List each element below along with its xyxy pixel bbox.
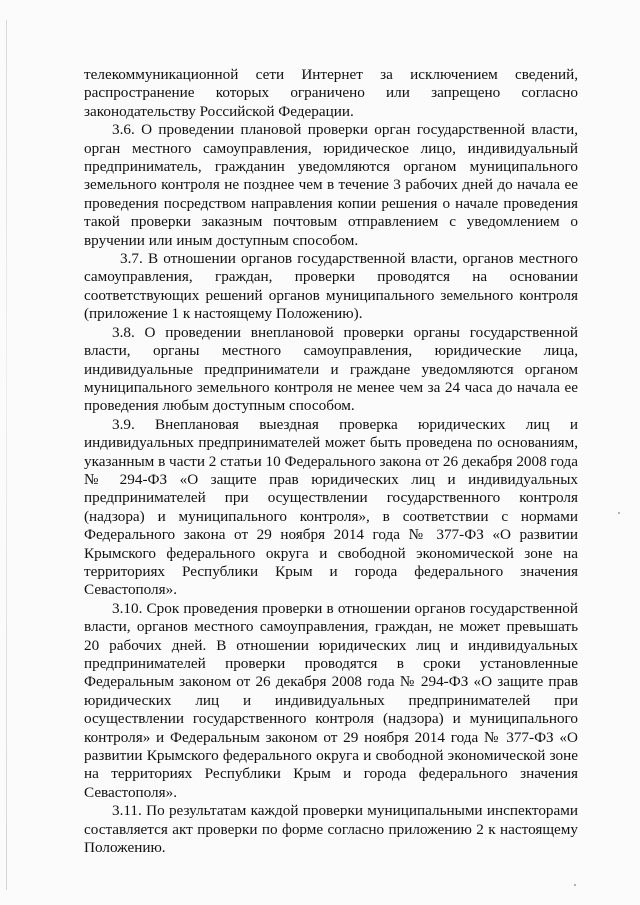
document-body — [84, 66, 578, 857]
scan-speck — [618, 512, 620, 514]
paragraph-3-10: 3.10. Срок проведения проверки в отношении органов государственной власти, органов местного самоуправления, граждан, не может превышать 20 рабочих дней. В отношении юридических лиц и индивидуальных предпринимателей проверки проводятся в сроки установленные Федеральным законом от 26 декабря 2008 года № 294-ФЗ «О защите прав юридических лиц и индивидуальных предпринимателей при осуществлении государственного контроля (надзора) и муниципального контроля» и Федеральным законом от 29 ноября 2014 года № 377-ФЗ «О развитии Крымского федерального округа и свободной экономической зоне на территориях Республики Крым и города федерального значения Севастополя». — [84, 599, 578, 801]
scan-speck — [574, 884, 576, 886]
paragraph-3-6: 3.6. О проведении плановой проверки орган государственной власти, орган местного самоуправления, юридическое лицо, индивидуальный предприниматель, гражданин уведомляются органом муниципального земельного контроля не позднее чем в течение 3 рабочих дней до начала ее проведения посредством направления копии решения о начале проведения такой проверки заказным почтовым отправлением с уведомлением о вручении или иным доступным способом. — [84, 121, 578, 249]
paragraph-3-7: 3.7. В отношении органов государственной власти, органов местного самоуправления, граждан, проверки проводятся на основании соответствующих решений органов муниципального земельного контроля (приложение 1 к настоящему Положению). — [84, 250, 578, 323]
paragraph-3-11: 3.11. По результатам каждой проверки муниципальными инспекторами составляется акт проверки по форме согласно приложению 2 к настоящему Положению. — [84, 802, 578, 857]
scan-edge-line — [6, 20, 7, 890]
paragraph-3-9: 3.9. Внеплановая выездная проверка юридических лиц и индивидуальных предпринимателей может быть проведена по основаниям, указанным в части 2 статьи 10 Федерального закона от 26 декабря 2008 года № 294-ФЗ «О защите прав юридических лиц и индивидуальных предпринимателей при осуществлении государственного контроля (надзора) и муниципального контроля», в соответствии с нормами Федерального закона от 29 ноября 2014 года № 377-ФЗ «О развитии Крымского федерального округа и свободной экономической зоне на территориях Республики Крым и города федерального значения Севастополя». — [84, 415, 578, 599]
paragraph-3-8: 3.8. О проведении внеплановой проверки органы государственной власти, органы местного самоуправления, юридические лица, индивидуальные предприниматели и граждане уведомляются органом муниципального земельного контроля не менее чем за 24 часа до начала ее проведения любым доступным способом. — [84, 323, 578, 415]
paragraph-continuation: телекоммуникационной сети Интернет за исключением сведений, распространение которых ограничено или запрещено согласно законодательству Российской Федерации. — [84, 66, 578, 120]
